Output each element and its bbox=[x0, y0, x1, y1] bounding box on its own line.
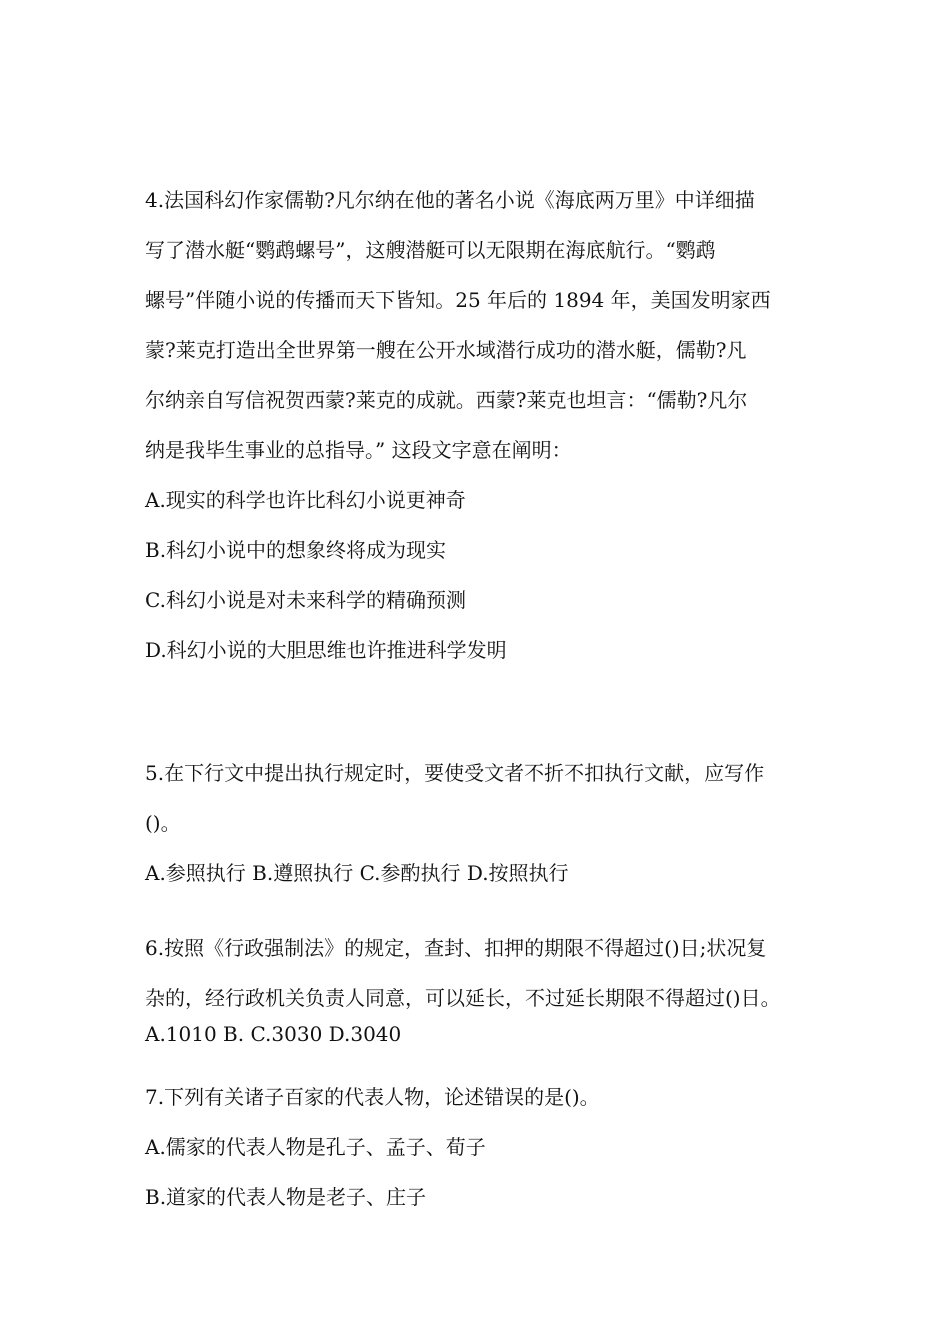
question-7-option-a: A.儒家的代表人物是孔子、孟子、荀子 bbox=[145, 1135, 486, 1159]
question-5-stem-line: 5.在下行文中提出执行规定时，要使受文者不折不扣执行文献，应写作 bbox=[145, 761, 765, 785]
question-4-stem-line: 尔纳亲自写信祝贺西蒙?莱克的成就。西蒙?莱克也坦言：“儒勒?凡尔 bbox=[145, 388, 748, 412]
question-4-stem-line: 螺号”伴随小说的传播而天下皆知。25 年后的 1894 年，美国发明家西 bbox=[145, 288, 771, 312]
question-4-stem-line: 4.法国科幻作家儒勒?凡尔纳在他的著名小说《海底两万里》中详细描 bbox=[145, 188, 755, 212]
question-4-option-d: D.科幻小说的大胆思维也许推进科学发明 bbox=[145, 638, 507, 662]
question-4-option-a: A.现实的科学也许比科幻小说更神奇 bbox=[145, 488, 466, 512]
question-7-option-b: B.道家的代表人物是老子、庄子 bbox=[145, 1185, 427, 1209]
question-4-option-b: B.科幻小说中的想象终将成为现实 bbox=[145, 538, 447, 562]
question-6-options: A.1010 B. C.3030 D.3040 bbox=[145, 1022, 402, 1046]
question-5-stem-line: ()。 bbox=[145, 811, 181, 835]
question-7-stem: 7.下列有关诸子百家的代表人物，论述错误的是()。 bbox=[145, 1085, 600, 1109]
question-4-stem-line: 蒙?莱克打造出全世界第一艘在公开水域潜行成功的潜水艇，儒勒?凡 bbox=[145, 338, 747, 362]
question-4-stem-line: 纳是我毕生事业的总指导。” 这段文字意在阐明： bbox=[145, 438, 572, 462]
question-4-option-c: C.科幻小说是对未来科学的精确预测 bbox=[145, 588, 466, 612]
question-5-options: A.参照执行 B.遵照执行 C.参酌执行 D.按照执行 bbox=[145, 861, 569, 885]
question-4-stem-line: 写了潜水艇“鹦鹉螺号”，这艘潜艇可以无限期在海底航行。“鹦鹉 bbox=[145, 238, 716, 262]
question-6-stem-line: 6.按照《行政强制法》的规定，查封、扣押的期限不得超过()日;状况复 bbox=[145, 936, 767, 960]
question-6-stem-line: 杂的，经行政机关负责人同意，可以延长，不过延长期限不得超过()日。 bbox=[145, 986, 781, 1010]
